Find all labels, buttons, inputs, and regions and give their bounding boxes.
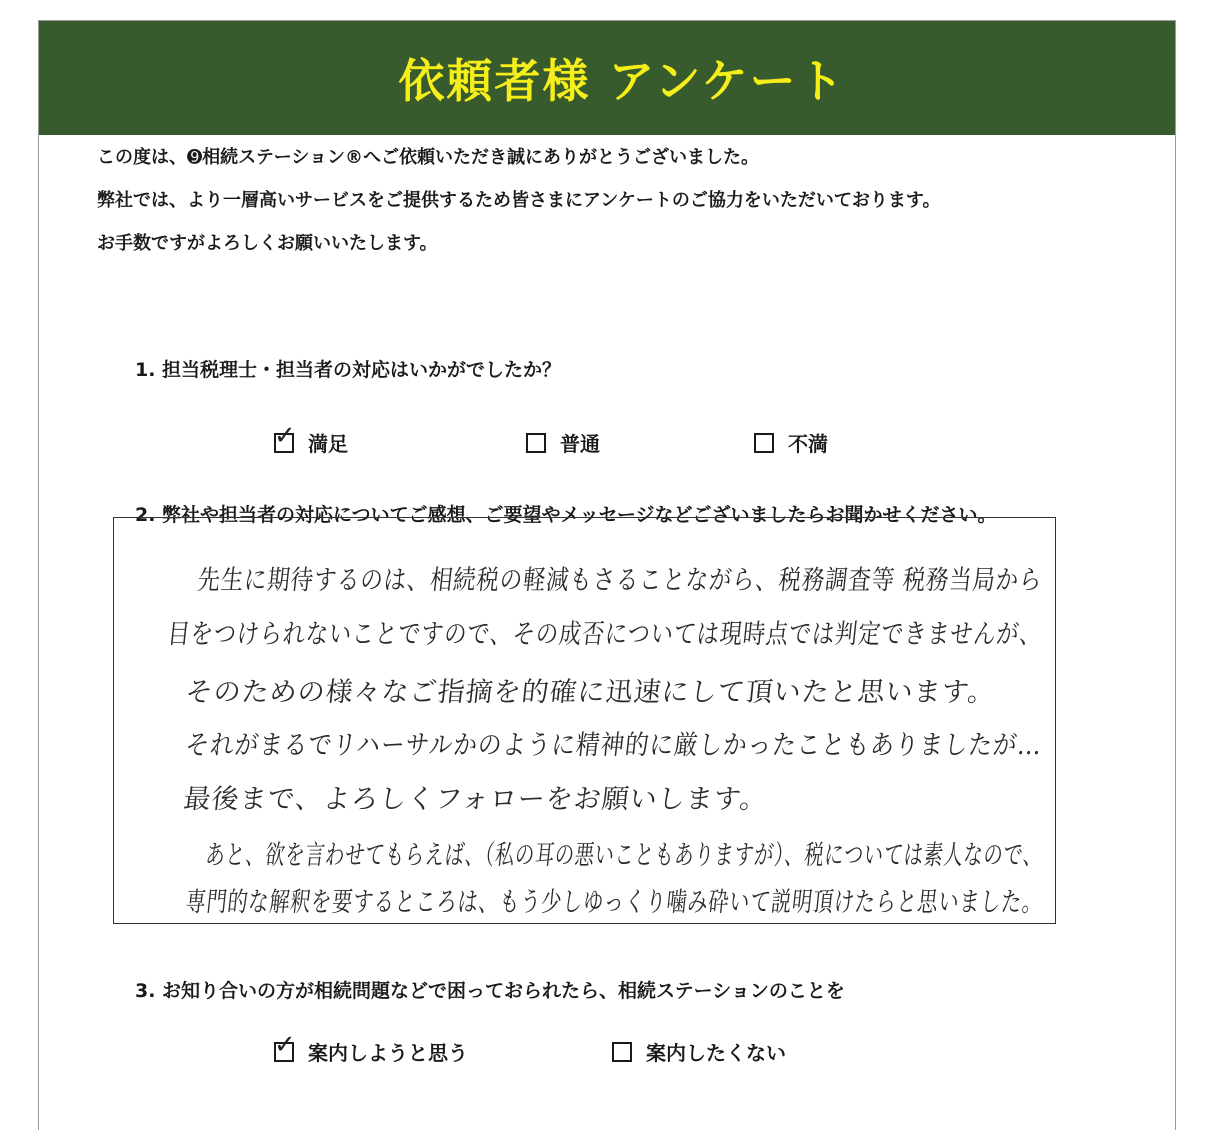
intro-line: お手数ですがよろしくお願いいたします。 — [97, 233, 438, 254]
checkbox-will-not-recommend[interactable] — [612, 1042, 632, 1062]
check-icon: ✓ — [274, 1029, 296, 1060]
q1-option-satisfied[interactable] — [274, 420, 348, 457]
checkbox-dissatisfied[interactable] — [754, 433, 774, 453]
q3-option-will-recommend[interactable] — [274, 1029, 468, 1066]
answer-line: それがまるでリハーサルかのように精神的に厳しかったこともありましたが… — [184, 730, 1044, 761]
q1-option-normal[interactable] — [526, 428, 600, 457]
option-label: 満足 — [308, 432, 348, 456]
answer-line: そのための様々なご指摘を的確に迅速にして頂いたと思います。 — [184, 677, 998, 708]
page-title: 依頼者様 アンケート — [398, 54, 846, 108]
answer-line: 最後まで、よろしくフォローをお願いします。 — [182, 784, 770, 815]
option-label: 不満 — [788, 432, 828, 456]
intro-line: 弊社では、より一層高いサービスをご提供するため皆さまにアンケートのご協力をいただいております。 — [97, 190, 941, 211]
check-icon: ✓ — [274, 420, 296, 451]
question-1: 1. 担当税理士・担当者の対応はいかがでしたか？ — [135, 359, 562, 381]
checkbox-normal[interactable] — [526, 433, 546, 453]
option-label: 案内したくない — [646, 1041, 786, 1065]
option-label: 案内しようと思う — [308, 1041, 468, 1065]
answer-line: 先生に期待するのは、相続税の軽減もさることながら、税務調査等 税務当局から — [196, 565, 1044, 596]
q3-option-will-not-recommend[interactable] — [612, 1037, 786, 1066]
option-label: 普通 — [560, 432, 600, 456]
checkbox-will-recommend[interactable] — [274, 1029, 296, 1062]
answer-line: 目をつけられないことですので、その成否については現時点では判定できませんが、 — [166, 619, 1045, 650]
intro-text — [97, 136, 940, 265]
intro-line: この度は、➒相続ステーション®へご依頼いただき誠にありがとうございました。 — [97, 147, 759, 168]
question-3: 3. お知り合いの方が相続問題などで困っておられたら、相続ステーションのことを — [135, 980, 845, 1002]
answer-line: あと、欲を言わせてもらえば、（私の耳の悪いこともありますが）、税については素人なので、 — [204, 840, 1045, 871]
header-banner — [39, 21, 1175, 135]
q1-option-dissatisfied[interactable] — [754, 428, 828, 457]
checkbox-satisfied[interactable] — [274, 420, 296, 453]
answer-line: 専門的な解釈を要するところは、もう少しゆっくり噛み砕いて説明頂けたらと思いました。 — [184, 887, 1045, 918]
question-2: 2. 弊社や担当者の対応についてご感想、ご要望やメッセージなどございましたらお聞かせください。 — [135, 504, 997, 526]
